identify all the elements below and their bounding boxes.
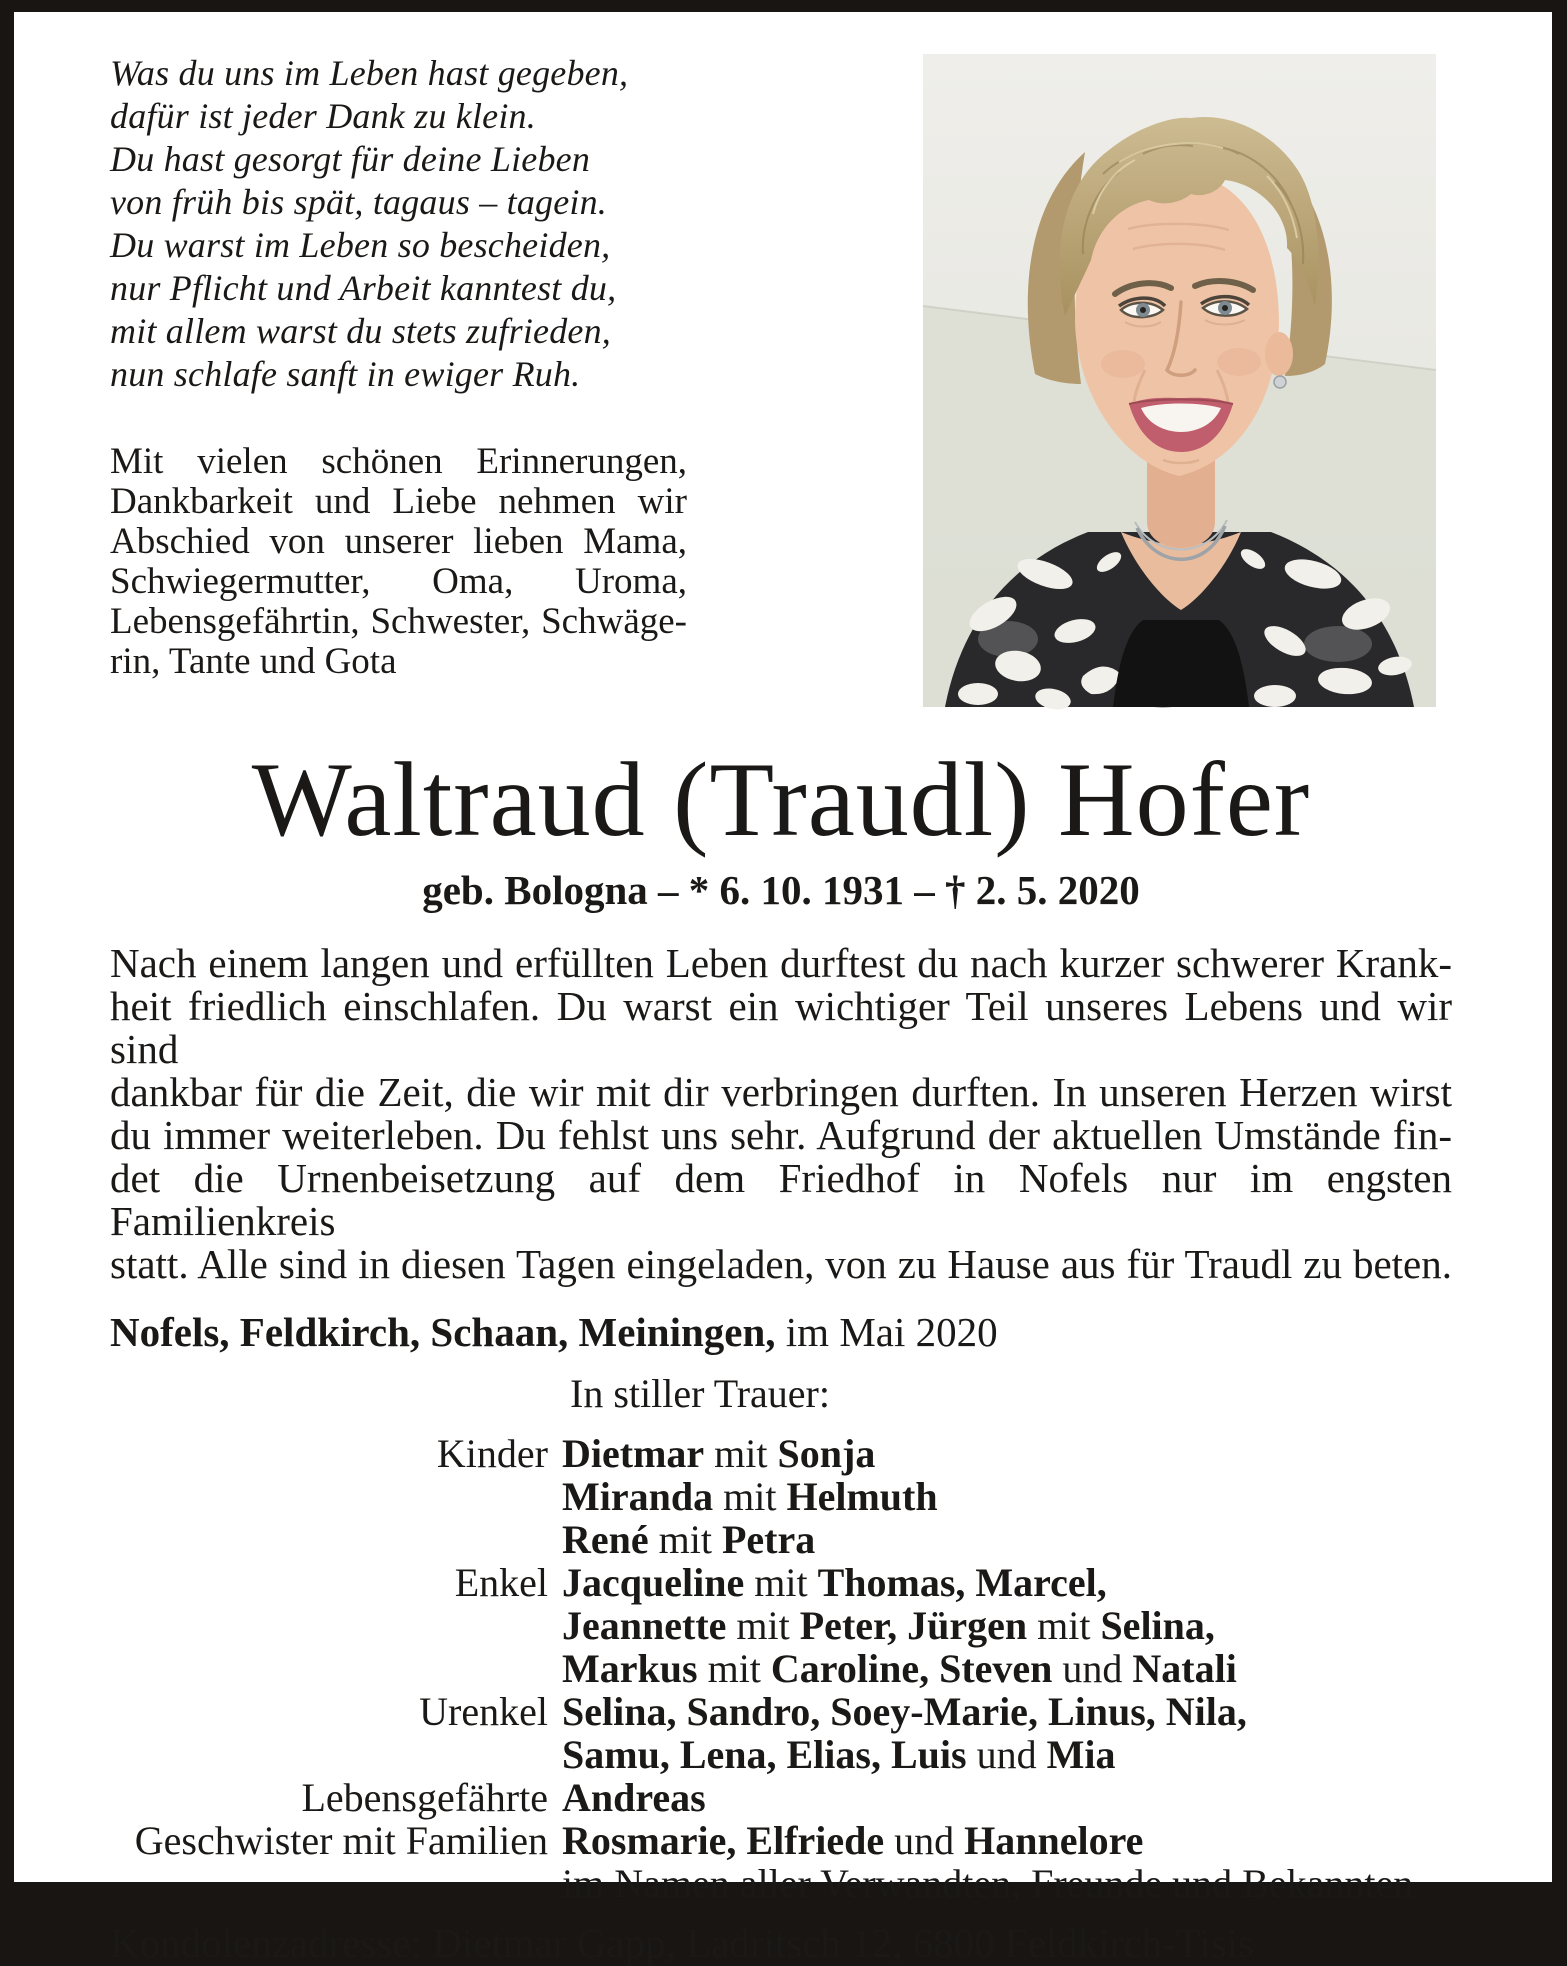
family-names: Miranda mit Helmuth (562, 1474, 938, 1519)
mourning-header: In stiller Trauer: (570, 1371, 830, 1416)
text-line: Dankbarkeit und Liebe nehmen wir (110, 481, 687, 522)
memorial-poem (110, 52, 710, 396)
text-line: Du warst im Leben so bescheiden, (110, 225, 611, 265)
family-list (110, 1432, 1452, 1905)
family-role (110, 1518, 562, 1561)
obituary-content (14, 12, 1552, 1965)
text-line: statt. Alle sind in diesen Tagen eingeladen, von zu Hause aus für Traudl zu beten. (110, 1241, 1452, 1287)
family-names: Markus mit Caroline, Steven und Natali (562, 1646, 1237, 1691)
family-role (110, 1604, 562, 1647)
text-line: Mit vielen schönen Erinnerungen, (110, 441, 687, 482)
text-line: rin, Tante und Gota (110, 641, 397, 682)
family-names: Samu, Lena, Elias, Luis und Mia (562, 1732, 1116, 1777)
text-line: nun schlafe sanft in ewiger Ruh. (110, 354, 581, 394)
family-row (110, 1518, 1452, 1561)
family-role (110, 1647, 562, 1690)
family-role: Kinder (436, 1431, 548, 1476)
family-names: René mit Petra (562, 1517, 816, 1562)
family-names: Jeannette mit Peter, Jürgen mit Selina, (562, 1603, 1215, 1648)
text-line: Schwiegermutter, Oma, Uroma, (110, 561, 687, 602)
family-row (110, 1862, 1452, 1905)
family-names: Andreas (562, 1775, 706, 1820)
family-row (110, 1432, 1452, 1475)
family-row (110, 1819, 1452, 1862)
text-line: Nach einem langen und erfüllten Leben durftest du nach kurzer schwerer Krank- (110, 940, 1452, 986)
family-role (110, 1733, 562, 1776)
text-line: Was du uns im Leben hast gegeben, (110, 53, 629, 93)
top-row (110, 52, 1452, 728)
text-line: mit allem warst du stets zufrieden, (110, 311, 611, 351)
text-line: dankbar für die Zeit, die wir mit dir verbringen durften. In unseren Herzen wirst (110, 1069, 1452, 1115)
family-role: Lebensgefährte (301, 1775, 548, 1820)
family-row (110, 1647, 1452, 1690)
family-row (110, 1690, 1452, 1733)
family-row (110, 1733, 1452, 1776)
family-role: Enkel (454, 1560, 548, 1605)
obituary-text (110, 942, 1452, 1286)
family-names: Rosmarie, Elfriede und Hannelore (562, 1818, 1144, 1863)
family-role: Geschwister mit Familien (134, 1818, 548, 1863)
text-line: nur Pflicht und Arbeit kanntest du, (110, 268, 617, 308)
obituary-card (14, 12, 1552, 1966)
text-line: du immer weiterleben. Du fehlst uns sehr. Aufgrund der aktuellen Umstände fin- (110, 1112, 1452, 1158)
text-line: Abschied von unserer lieben Mama, (110, 521, 687, 562)
text-line: dafür ist jeder Dank zu klein. (110, 96, 536, 136)
deceased-name: Waltraud (Traudl) Hofer (251, 741, 1311, 858)
black-camisole (1113, 620, 1249, 707)
earring (1274, 376, 1286, 388)
family-names: im Namen aller Verwandten, Freunde und Bekannten (562, 1861, 1414, 1906)
family-row (110, 1475, 1452, 1518)
family-names: Jacqueline mit Thomas, Marcel, (562, 1560, 1107, 1605)
birth-death-dates: geb. Bologna – * 6. 10. 1931 – † 2. 5. 2020 (422, 867, 1140, 913)
places-date-line (110, 1310, 1452, 1354)
family-row (110, 1561, 1452, 1604)
portrait-photo (923, 54, 1436, 707)
text-line: heit friedlich einschlafen. Du warst ein wichtiger Teil unseres Lebens und wir sind (110, 983, 1452, 1072)
text-line: Du hast gesorgt für deine Lieben (110, 139, 591, 179)
family-role (110, 1862, 562, 1905)
family-names: Selina, Sandro, Soey-Marie, Linus, Nila, (562, 1689, 1247, 1734)
places-regular: im Mai 2020 (775, 1309, 998, 1355)
text-line: Lebensgefährtin, Schwester, Schwäge- (110, 601, 687, 642)
places-bold: Nofels, Feldkirch, Schaan, Meiningen, (110, 1309, 776, 1355)
family-names: Dietmar mit Sonja (562, 1431, 876, 1476)
dedication-paragraph (110, 442, 687, 682)
family-row (110, 1776, 1452, 1819)
text-line: von früh bis spät, tagaus – tagein. (110, 182, 608, 222)
family-role (110, 1475, 562, 1518)
condolence-address: Kondolenzadresse: Dietmar Gapp, Ladritsch 12, 6800 Feldkirch-Tisis (110, 1920, 1254, 1966)
family-role: Urenkel (419, 1689, 548, 1734)
text-line: det die Urnenbeisetzung auf dem Friedhof in Nofels nur im engsten Familienkreis (110, 1155, 1452, 1244)
family-row (110, 1604, 1452, 1647)
